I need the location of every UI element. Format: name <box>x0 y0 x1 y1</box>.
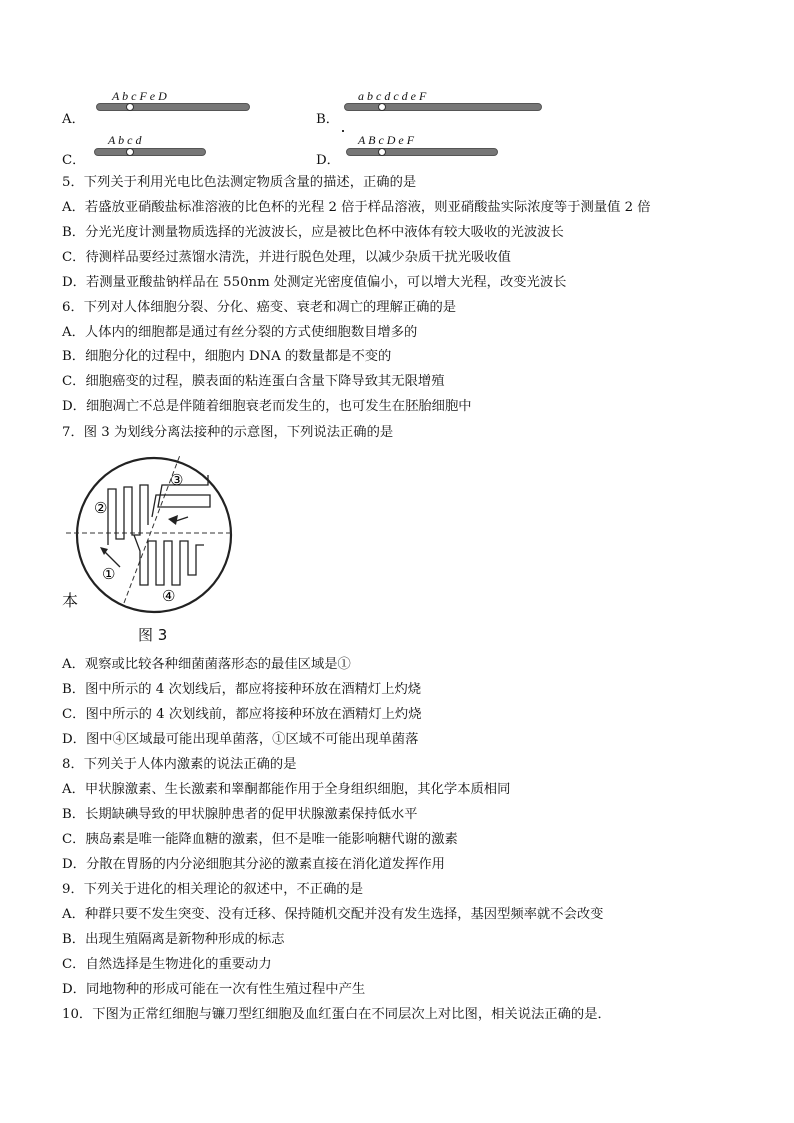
q10-stem: 10．下图为正常红细胞与镰刀型红细胞及血红蛋白在不同层次上对比图，相关说法正确的是． <box>62 1007 611 1022</box>
region-label-3: ③ <box>170 471 184 489</box>
stray-dot <box>342 130 344 132</box>
q9-option-c: C．自然选择是生物进化的重要动力 <box>62 957 272 972</box>
q8-option-c: C．胰岛素是唯一能降血糖的激素，但不是唯一能影响糖代谢的激素 <box>62 832 458 847</box>
q6-option-b: B．细胞分化的过程中，细胞内 DNA 的数量都是不变的 <box>62 349 392 364</box>
q8-option-b: B．长期缺碘导致的甲状腺肿患者的促甲状腺激素保持低水平 <box>62 807 418 822</box>
chromosome-a-genes: A b c F e D <box>112 89 167 103</box>
q5-option-b: B．分光光度计测量物质选择的光波波长，应是被比色杯中液体有较大吸收的光波波长 <box>62 225 564 240</box>
option-a-letter: A． <box>62 112 85 127</box>
chromosome-a-bar <box>96 103 250 111</box>
q9-option-b: B．出现生殖隔离是新物种形成的标志 <box>62 932 285 947</box>
streak-zone-2 <box>108 485 148 545</box>
chromosome-c-bar <box>94 148 206 156</box>
option-b-letter: B． <box>316 112 340 127</box>
q8-option-a: A．甲状腺激素、生长激素和睾酮都能作用于全身组织细胞，其化学本质相同 <box>62 782 511 797</box>
q7-option-d: D．图中④区域最可能出现单菌落，①区域不可能出现单菌落 <box>62 732 419 747</box>
q9-option-d: D．同地物种的形成可能在一次有性生殖过程中产生 <box>62 982 366 997</box>
q9-option-a: A．种群只要不发生突变、没有迁移、保持随机交配并没有发生选择，基因型频率就不会改变 <box>62 907 604 922</box>
centromere-b <box>378 103 386 111</box>
region-label-2: ② <box>94 499 108 517</box>
q6-option-d: D．细胞凋亡不总是伴随着细胞衰老而发生的，也可发生在胚胎细胞中 <box>62 399 472 414</box>
q5-option-d: D．若测量亚酸盐钠样品在 550nm 处测定光密度值偏小，可以增大光程，改变光波长 <box>62 275 567 290</box>
q6-option-c: C．细胞癌变的过程，膜表面的粘连蛋白含量下降导致其无限增殖 <box>62 374 445 389</box>
q7-stem: 7．图 3 为划线分离法接种的示意图，下列说法正确的是 <box>62 425 394 440</box>
centromere-c <box>126 148 134 156</box>
centromere-a <box>126 103 134 111</box>
figure-3-streak-plate <box>60 455 250 625</box>
q7-option-b: B．图中所示的 4 次划线后，都应将接种环放在酒精灯上灼烧 <box>62 682 422 697</box>
chromosome-d-genes: A B c D e F <box>358 133 415 147</box>
chromosome-d-bar <box>346 148 498 156</box>
arrow-zone-3 <box>168 515 178 525</box>
chromosome-b-genes: a b c d c d e F <box>358 89 427 103</box>
q5-stem: 5．下列关于利用光电比色法测定物质含量的描述，正确的是 <box>62 175 417 190</box>
chromosome-b-bar <box>344 103 542 111</box>
q8-stem: 8．下列关于人体内激素的说法正确的是 <box>62 757 297 772</box>
q8-option-d: D．分散在胃肠的内分泌细胞其分泌的激素直接在消化道发挥作用 <box>62 857 445 872</box>
q6-stem: 6．下列对人体细胞分裂、分化、癌变、衰老和凋亡的理解正确的是 <box>62 300 457 315</box>
option-d-letter: D． <box>316 153 340 168</box>
q9-stem: 9．下列关于进化的相关理论的叙述中，不正确的是 <box>62 882 363 897</box>
region-label-1: ① <box>102 565 116 583</box>
q5-option-c: C．待测样品要经过蒸馏水清洗，并进行脱色处理，以减少杂质干扰光吸收值 <box>62 250 511 265</box>
figure-3-caption: 图 3 <box>138 626 168 644</box>
q5-option-a: A．若盛放亚硝酸盐标准溶液的比色杯的光程 2 倍于样品溶液，则亚硝酸盐实际浓度等于测量值 2 倍 <box>62 200 651 215</box>
centromere-d <box>378 148 386 156</box>
chromosome-c-genes: A b c d <box>108 133 142 147</box>
streak-zone-4 <box>134 535 204 585</box>
q6-option-a: A．人体内的细胞都是通过有丝分裂的方式使细胞数目增多的 <box>62 325 418 340</box>
q7-option-c: C．图中所示的 4 次划线前，都应将接种环放在酒精灯上灼烧 <box>62 707 422 722</box>
figure-side-character: 本 <box>62 591 79 610</box>
option-c-letter: C． <box>62 153 86 168</box>
q7-option-a: A．观察或比较各种细菌菌落形态的最佳区域是① <box>62 657 351 672</box>
region-label-4: ④ <box>162 587 176 605</box>
